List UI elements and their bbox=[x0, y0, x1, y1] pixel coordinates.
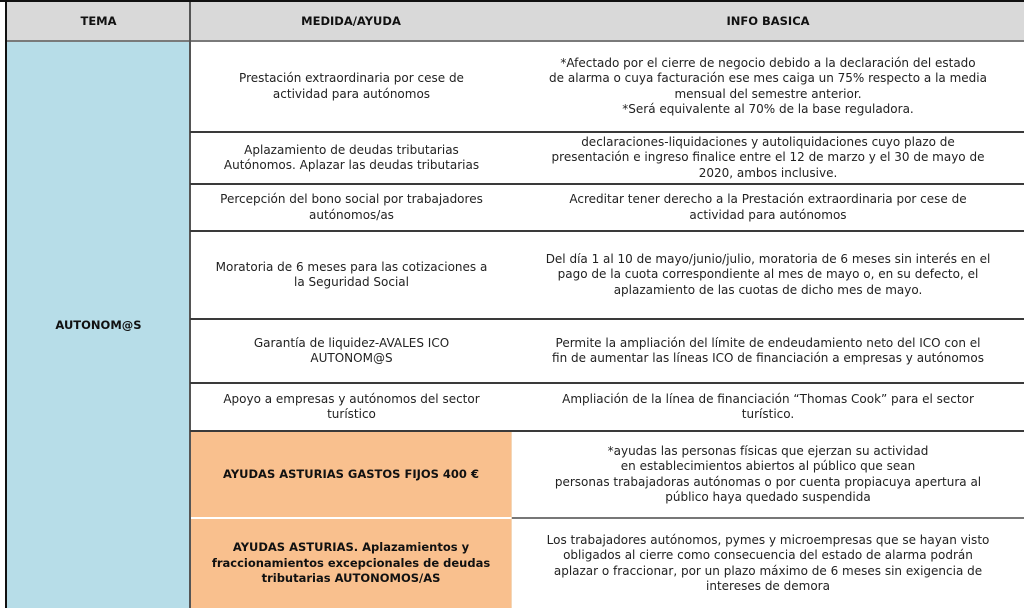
medida-line: fraccionamientos excepcionales de deudas bbox=[211, 555, 491, 570]
info-line: fin de aumentar las líneas ICO de financiación a empresas y autónomos bbox=[552, 351, 984, 365]
medida-line: Garantía de liquidez-AVALES ICO bbox=[253, 335, 450, 350]
info-line: Permite la ampliación del límite de endeudamiento neto del ICO con el bbox=[555, 335, 981, 350]
medida-text bbox=[212, 540, 490, 587]
info-line: turístico. bbox=[741, 407, 795, 421]
medida-text bbox=[239, 71, 464, 102]
info-text bbox=[569, 192, 966, 223]
medida-text bbox=[216, 260, 488, 291]
medida-cell bbox=[191, 432, 511, 517]
info-line: pago de la cuota correspondiente al mes de mayo o, en su defecto, el bbox=[557, 267, 979, 282]
info-line: obligados al cierre como consecuencia del estado de alarma podrán bbox=[563, 548, 973, 562]
tema-cell bbox=[7, 42, 190, 608]
medida-text bbox=[254, 336, 449, 367]
info-line: Ampliación de la línea de financiación “Thomas Cook” para el sector bbox=[562, 391, 974, 406]
medida-cell bbox=[191, 384, 512, 430]
header-tema bbox=[7, 2, 190, 42]
info-text bbox=[562, 392, 974, 423]
medida-text bbox=[224, 143, 479, 174]
medida-text bbox=[223, 392, 479, 423]
medida-line: tributarias AUTONOMOS/AS bbox=[261, 571, 441, 586]
medida-line: Autónomos. Aplazar las deudas tributarias bbox=[223, 158, 480, 172]
info-line: Los trabajadores autónomos, pymes y microempresas que se hayan visto bbox=[546, 532, 990, 547]
medida-text bbox=[223, 467, 479, 483]
info-line: aplazamiento de las cuotas de dicho mes de mayo. bbox=[613, 282, 923, 297]
medida-cell bbox=[191, 42, 512, 131]
medida-line: autónomos/as bbox=[309, 207, 394, 222]
medida-cell bbox=[191, 320, 512, 382]
info-line: actividad para autónomos bbox=[689, 207, 847, 222]
info-cell bbox=[512, 42, 1024, 131]
info-text bbox=[546, 252, 991, 299]
info-line: declaraciones-liquidaciones y autoliquidaciones cuyo plazo de bbox=[581, 134, 955, 149]
info-text bbox=[552, 135, 985, 182]
info-line: *Será equivalente al 70% de la base reguladora. bbox=[622, 102, 914, 116]
tema-value: AUTONOM@S bbox=[55, 318, 142, 332]
medida-line: Apoyo a empresas y autónomos del sector bbox=[223, 391, 480, 406]
info-text bbox=[552, 336, 984, 367]
info-line: *ayudas las personas físicas que ejerzan su actividad bbox=[607, 443, 929, 458]
medida-line: AYUDAS ASTURIAS GASTOS FIJOS 400 € bbox=[223, 466, 479, 481]
table-left-border bbox=[5, 0, 7, 608]
info-line: de alarma o cuya facturación ese mes caiga un 75% respecto a la media bbox=[549, 71, 987, 85]
medida-line: Percepción del bono social por trabajadores bbox=[220, 192, 483, 206]
info-text bbox=[549, 56, 987, 118]
info-line: Acreditar tener derecho a la Prestación extraordinaria por cese de bbox=[569, 192, 967, 206]
medida-cell bbox=[191, 185, 512, 230]
info-line: 2020, ambos inclusive. bbox=[698, 165, 838, 180]
info-cell bbox=[512, 519, 1024, 608]
info-text bbox=[547, 533, 990, 595]
medida-line: Aplazamiento de deudas tributarias bbox=[244, 142, 459, 157]
medida-line: AUTONOM@S bbox=[310, 351, 393, 365]
info-line: en establecimientos abiertos al público que sean bbox=[620, 459, 916, 473]
info-line: mensual del semestre anterior. bbox=[674, 86, 862, 101]
info-cell bbox=[512, 320, 1024, 382]
info-text bbox=[555, 444, 981, 506]
header-medida-label: MEDIDA/AYUDA bbox=[301, 14, 401, 28]
info-line: personas trabajadoras autónomas o por cuenta propiacuya apertura al bbox=[554, 474, 982, 489]
header-tema-label: TEMA bbox=[80, 14, 117, 28]
medida-cell bbox=[191, 133, 512, 183]
info-cell bbox=[512, 133, 1024, 183]
info-line: aplazar o fraccionar, por un plazo máximo de 6 meses sin exigencia de bbox=[553, 563, 983, 578]
medida-line: AYUDAS ASTURIAS. Aplazamientos y bbox=[232, 540, 470, 555]
medida-line: actividad para autónomos bbox=[272, 86, 431, 101]
header-medida bbox=[190, 2, 512, 42]
medida-line: la Seguridad Social bbox=[294, 275, 409, 289]
header-info-label: INFO BASICA bbox=[726, 14, 810, 28]
info-cell bbox=[512, 432, 1024, 517]
info-cell bbox=[512, 232, 1024, 318]
medida-cell bbox=[191, 232, 512, 318]
medida-text bbox=[220, 192, 483, 223]
info-line: público haya quedado suspendida bbox=[665, 490, 871, 504]
medida-cell bbox=[191, 519, 511, 608]
medida-line: Moratoria de 6 meses para las cotizaciones a bbox=[215, 259, 488, 274]
header-info bbox=[512, 2, 1024, 42]
info-cell bbox=[512, 185, 1024, 230]
highlight-edge bbox=[511, 432, 512, 608]
info-cell bbox=[512, 384, 1024, 430]
info-line: Del día 1 al 10 de mayo/junio/julio, moratoria de 6 meses sin interés en el bbox=[545, 251, 991, 266]
medida-line: turístico bbox=[327, 407, 376, 421]
info-line: *Afectado por el cierre de negocio debido a la declaración del estado bbox=[560, 55, 976, 70]
info-line: intereses de demora bbox=[706, 579, 830, 593]
info-line: presentación e ingreso finalice entre el 12 de marzo y el 30 de mayo de bbox=[551, 150, 985, 165]
medida-line: Prestación extraordinaria por cese de bbox=[239, 71, 464, 85]
